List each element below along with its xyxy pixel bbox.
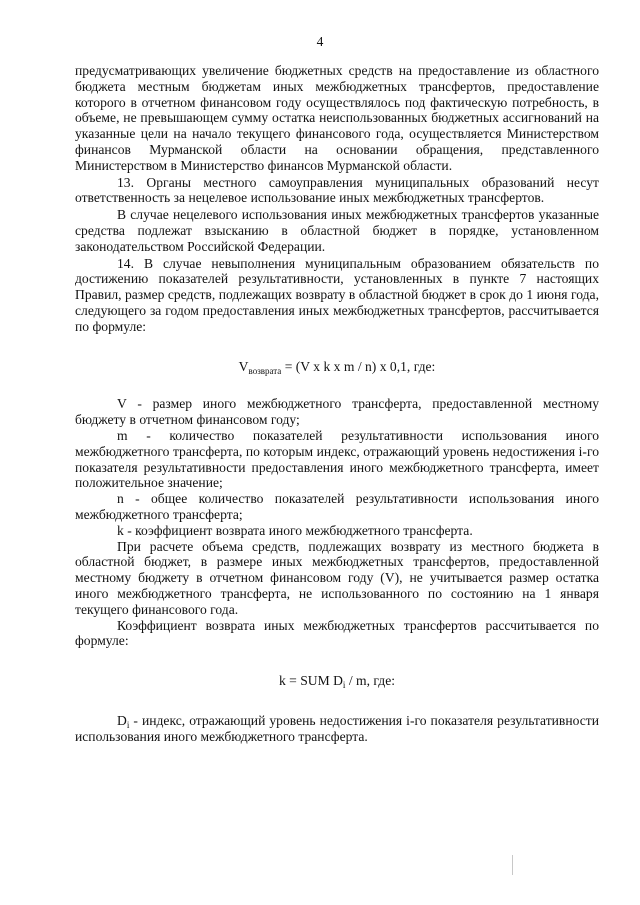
- formula-return-amount: [75, 359, 599, 375]
- definition-m: m - количество показателей результативности использования иного межбюджетного трансферта, по которым индекс, отражающий уровень недостижения i-го показателя результативности предоставления иного межбюджетного трансферта, имеет положительное значение;: [75, 427, 599, 491]
- paragraph-item-13: 13. Органы местного самоуправления муниципальных образований несут ответственность за нецелевое использование иных межбюджетных трансфертов.: [75, 174, 599, 206]
- definition-v: V - размер иного межбюджетного трансферта, предоставленной местному бюджету в отчетном финансовом году;: [75, 396, 599, 428]
- paragraph-misuse-recovery: В случае нецелевого использования иных межбюджетных трансфертов указанные средства подлежат взысканию в областной бюджет в порядке, установленном законодательством Российской Федерации.: [75, 207, 599, 254]
- scan-artifact-mark: [512, 855, 513, 875]
- paragraph-item-14: 14. В случае невыполнения муниципальным образованием обязательств по достижению показателей результативности, установленных в пункте 7 настоящих Правил, размер средств, подлежащих возврату в областной бюджет в срок до 1 июня года, следующего за годом предоставления иных межбюджетных трансфертов, рассчитывается по формуле:: [75, 255, 599, 334]
- page-number: 4: [316, 34, 324, 49]
- definition-di-text: - индекс, отражающий уровень недостижения i-го показателя результативности использования иного межбюджетного трансферта.: [75, 712, 599, 744]
- paragraph-coefficient-intro: Коэффициент возврата иных межбюджетных трансфертов рассчитывается по формуле:: [75, 617, 599, 649]
- document-body: [75, 63, 599, 744]
- definition-di: [75, 713, 599, 745]
- formula-coefficient-subscript: i: [342, 680, 346, 691]
- formula-return-rhs: = (V x k x m / n) x 0,1, где:: [281, 358, 436, 374]
- formula-return-subscript: возврата: [248, 365, 282, 376]
- formula-return-lhs: V: [238, 358, 249, 374]
- formula-coefficient: [75, 673, 599, 689]
- definition-di-subscript: i: [126, 719, 130, 730]
- formula-coefficient-lhs: k = SUM D: [278, 673, 343, 689]
- definition-di-symbol: D: [117, 712, 127, 728]
- definition-n: n - общее количество показателей результативности использования иного межбюджетного трансферта;: [75, 491, 599, 522]
- definition-k: k - коэффициент возврата иного межбюджетного трансферта.: [117, 522, 473, 538]
- paragraph-calculation-note: При расчете объема средств, подлежащих возврату из местного бюджета в областной бюджет, в размере иных межбюджетных трансфертов, предоставленной местному бюджету в отчетном финансовом году (V), не учитывается размер остатка иного межбюджетного трансферта, не использованного по состоянию на 1 января текущего финансового года.: [75, 538, 599, 617]
- formula-coefficient-rhs: / m, где:: [345, 673, 396, 689]
- paragraph-continuation: предусматривающих увеличение бюджетных средств на предоставление из областного бюджета местным бюджетам иных межбюджетных трансфертов, предоставление которого в отчетном финансовом году осуществлялось под фактическую потребность, в объеме, не превышающем сумму остатка неиспользованных бюджетных ассигнований на указанные цели на начало текущего финансового года, осуществляется Министерством финансов Мурманской области на основании обращения, представленного Министерством в Министерство финансов Мурманской области.: [75, 63, 599, 173]
